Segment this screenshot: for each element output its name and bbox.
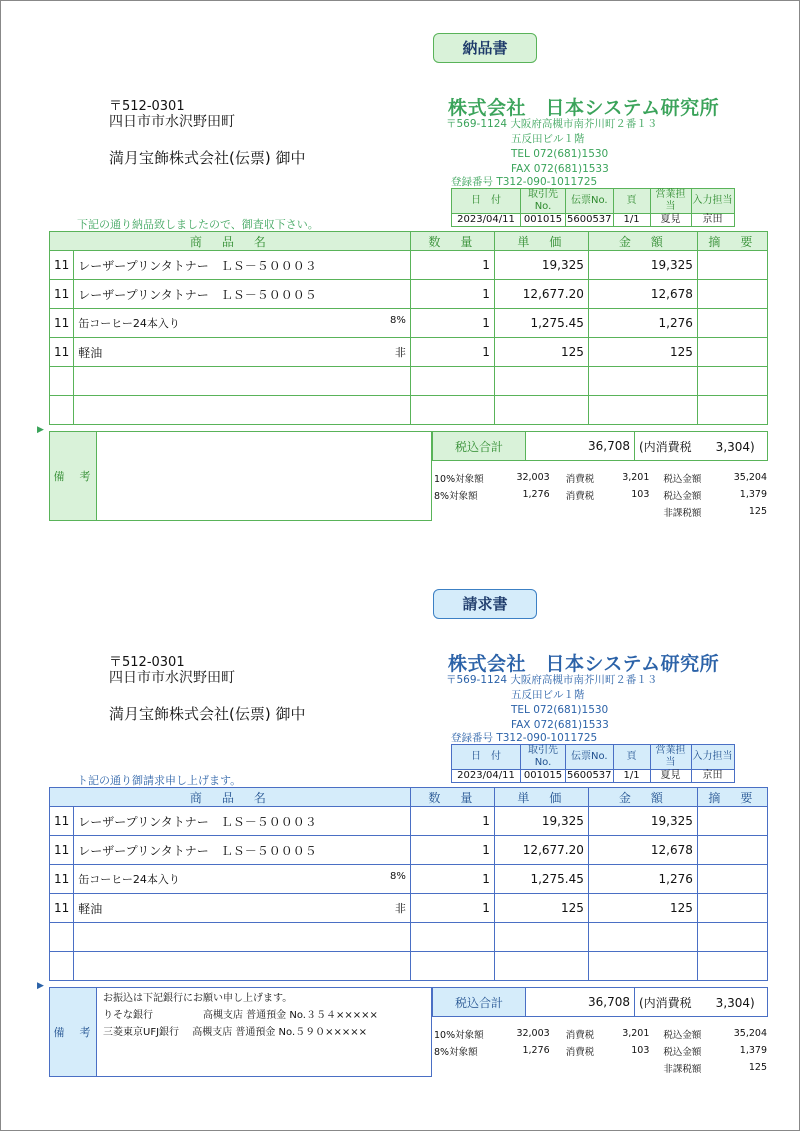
tax-exempt-label: 非課税額 xyxy=(663,1063,702,1075)
item-code: 11 xyxy=(50,807,74,836)
tax-amount xyxy=(610,503,651,520)
item-code: 11 xyxy=(50,836,74,865)
item-note xyxy=(697,396,767,425)
header-product: 商 品 名 xyxy=(50,788,411,807)
tax-base: 1,276 xyxy=(522,1045,550,1056)
item-amount: 125 xyxy=(588,338,697,367)
tax-detail-table xyxy=(432,1025,769,1076)
item-code: 11 xyxy=(50,894,74,923)
item-code: 11 xyxy=(50,865,74,894)
tax-base: 32,003 xyxy=(516,472,550,483)
header-amount: 金 額 xyxy=(588,232,697,251)
company-name: 株式会社 日本システム研究所 xyxy=(448,97,720,119)
info-header-date: 日 付 xyxy=(452,189,521,214)
item-note xyxy=(697,309,767,338)
item-price xyxy=(494,396,588,425)
consumption-tax: (内消費税 3,304) xyxy=(635,432,768,461)
info-sales-rep: 夏見 xyxy=(650,214,691,227)
header-price: 単 価 xyxy=(494,788,588,807)
item-amount: 12,678 xyxy=(588,836,697,865)
item-qty: 1 xyxy=(410,338,494,367)
company-address-line2: 五反田ビル１階 xyxy=(511,689,585,701)
item-qty xyxy=(410,367,494,396)
customer-address: 四日市市水沢野田町 xyxy=(109,670,235,686)
item-qty: 1 xyxy=(410,894,494,923)
item-amount xyxy=(588,367,697,396)
company-address-line1: 〒569-1124 大阪府高槻市南芥川町２番１３ xyxy=(446,674,658,686)
item-amount: 19,325 xyxy=(588,251,697,280)
tax-incl-label: 税込金額 xyxy=(663,1046,702,1058)
item-code: 11 xyxy=(50,338,74,367)
items-table xyxy=(49,231,768,425)
invoice-title: 請求書 xyxy=(433,589,537,619)
item-name xyxy=(74,338,411,367)
item-amount: 1,276 xyxy=(588,865,697,894)
item-price: 19,325 xyxy=(494,251,588,280)
info-header-sales: 営業担当 xyxy=(650,745,691,770)
customer-address: 四日市市水沢野田町 xyxy=(109,114,235,130)
items-table xyxy=(49,787,768,981)
item-name xyxy=(74,836,411,865)
table-row xyxy=(50,367,768,396)
item-qty: 1 xyxy=(410,251,494,280)
tax-incl-label: 税込金額 xyxy=(663,1029,702,1041)
tax-label: 10%対象額 xyxy=(434,473,484,485)
item-amount xyxy=(588,396,697,425)
total-label: 税込合計 xyxy=(433,432,526,461)
tax-type: 消費税 xyxy=(565,473,595,485)
item-price: 12,677.20 xyxy=(494,836,588,865)
tax-base xyxy=(503,503,552,520)
tax-incl-label: 税込金額 xyxy=(663,490,702,502)
item-code xyxy=(50,396,74,425)
company-fax: FAX 072(681)1533 xyxy=(511,719,609,731)
header-amount: 金 額 xyxy=(588,788,697,807)
tax-exempt-amount: 125 xyxy=(748,1062,767,1073)
table-row xyxy=(50,865,768,894)
item-amount: 125 xyxy=(588,894,697,923)
tax-mark: 非 xyxy=(394,901,406,915)
customer-zip: 〒512-0301 xyxy=(109,99,185,114)
item-name xyxy=(74,894,411,923)
tax-type: 消費税 xyxy=(565,490,595,502)
table-row xyxy=(50,309,768,338)
table-row xyxy=(50,836,768,865)
table-row xyxy=(50,952,768,981)
header-qty: 数 量 xyxy=(410,788,494,807)
info-page: 1/1 xyxy=(613,770,650,783)
item-code: 11 xyxy=(50,280,74,309)
tax-amount: 3,201 xyxy=(622,472,650,483)
tax-type: 消費税 xyxy=(565,1029,595,1041)
delivery-slip xyxy=(1,33,799,563)
info-input-rep: 京田 xyxy=(691,770,734,783)
tax-amount: 103 xyxy=(631,1045,650,1056)
info-page: 1/1 xyxy=(613,214,650,227)
table-row xyxy=(50,923,768,952)
tax-exempt-amount: 125 xyxy=(748,506,767,517)
notes-label: 備 考 xyxy=(50,988,97,1077)
tax-incl-amount: 1,379 xyxy=(739,489,767,500)
item-note xyxy=(697,338,767,367)
company-address-line1: 〒569-1124 大阪府高槻市南芥川町２番１３ xyxy=(446,118,658,130)
item-price: 19,325 xyxy=(494,807,588,836)
total-table xyxy=(432,987,768,1017)
item-amount xyxy=(588,923,697,952)
item-name-text: 缶コーヒー24本入り xyxy=(78,873,180,886)
item-name xyxy=(74,952,411,981)
info-header-client: 取引先No. xyxy=(521,189,566,214)
info-sales-rep: 夏見 xyxy=(650,770,691,783)
tax-amount xyxy=(610,1059,651,1076)
tax-incl-label: 税込金額 xyxy=(663,473,702,485)
notes-label: 備 考 xyxy=(50,432,97,521)
tax-mark: 非 xyxy=(394,345,406,359)
header-note: 摘 要 xyxy=(697,232,767,251)
tax-label: 8%対象額 xyxy=(434,490,478,502)
header-note: 摘 要 xyxy=(697,788,767,807)
slip-info-table xyxy=(451,188,735,227)
invoice-slip xyxy=(1,589,799,1129)
info-date: 2023/04/11 xyxy=(452,770,521,783)
item-note xyxy=(697,894,767,923)
item-price xyxy=(494,952,588,981)
item-qty: 1 xyxy=(410,865,494,894)
item-note xyxy=(697,251,767,280)
item-qty xyxy=(410,923,494,952)
company-tel: TEL 072(681)1530 xyxy=(511,704,609,716)
slip-info-table xyxy=(451,744,735,783)
item-name xyxy=(74,865,411,894)
item-name-text: レーザープリンタトナー ＬＳ－５０００５ xyxy=(78,843,317,858)
item-amount: 19,325 xyxy=(588,807,697,836)
item-note xyxy=(697,280,767,309)
tax-mark: 8% xyxy=(390,315,406,326)
header-qty: 数 量 xyxy=(410,232,494,251)
total-value: 36,708 xyxy=(526,988,635,1017)
bank-account-2: 三菱東京UFJ銀行 高槻支店 普通預金 No.５９０××××× xyxy=(103,1027,368,1038)
item-name xyxy=(74,923,411,952)
tax-mark: 8% xyxy=(390,871,406,882)
item-price: 125 xyxy=(494,894,588,923)
tax-incl-amount: 35,204 xyxy=(733,1028,767,1039)
invoice-notice: ト記の通り御請求申し上げます。 xyxy=(77,774,242,787)
tax-base: 1,276 xyxy=(522,489,550,500)
info-client-no: 001015 xyxy=(521,214,566,227)
item-code xyxy=(50,952,74,981)
tax-incl-amount: 1,379 xyxy=(739,1045,767,1056)
info-input-rep: 京田 xyxy=(691,214,734,227)
item-name-text: 軽油 xyxy=(78,345,103,360)
delivery-title: 納品書 xyxy=(433,33,537,63)
item-qty: 1 xyxy=(410,836,494,865)
item-name-text: レーザープリンタトナー ＬＳ－５０００３ xyxy=(78,814,317,829)
item-amount: 12,678 xyxy=(588,280,697,309)
row-marker-icon: ▶ xyxy=(37,425,44,435)
item-qty xyxy=(410,396,494,425)
total-table xyxy=(432,431,768,461)
tax-type xyxy=(552,1059,611,1076)
header-price: 単 価 xyxy=(494,232,588,251)
item-name xyxy=(74,251,411,280)
item-qty: 1 xyxy=(410,309,494,338)
company-name: 株式会社 日本システム研究所 xyxy=(448,653,720,675)
row-marker-icon: ▶ xyxy=(37,981,44,991)
tax-label xyxy=(432,503,503,520)
info-header-sales: 営業担当 xyxy=(650,189,691,214)
info-date: 2023/04/11 xyxy=(452,214,521,227)
registration-number: 登録番号 T312-090-1011725 xyxy=(451,176,598,188)
table-row xyxy=(50,396,768,425)
notes-content xyxy=(97,432,432,521)
item-name-text: レーザープリンタトナー ＬＳ－５０００３ xyxy=(78,258,317,273)
company-address-block xyxy=(446,117,657,177)
tax-amount: 3,201 xyxy=(622,1028,650,1039)
item-name-text: 缶コーヒー24本入り xyxy=(78,317,180,330)
item-note xyxy=(697,836,767,865)
item-name xyxy=(74,396,411,425)
info-header-slip: 伝票No. xyxy=(566,745,614,770)
tax-label: 10%対象額 xyxy=(434,1029,484,1041)
header-product: 商 品 名 xyxy=(50,232,411,251)
item-name-text: レーザープリンタトナー ＬＳ－５０００５ xyxy=(78,287,317,302)
tax-base: 32,003 xyxy=(516,1028,550,1039)
notes-box xyxy=(49,987,432,1077)
item-qty: 1 xyxy=(410,807,494,836)
tax-amount: 103 xyxy=(631,489,650,500)
item-note xyxy=(697,807,767,836)
bank-intro: お振込は下記銀行にお願い申し上げます。 xyxy=(103,993,293,1004)
item-name xyxy=(74,807,411,836)
customer-name: 満月宝飾株式会社(伝票) 御中 xyxy=(109,149,306,167)
item-code xyxy=(50,367,74,396)
info-slip-no: 5600537 xyxy=(567,770,612,781)
notes-box xyxy=(49,431,432,521)
info-header-client: 取引先No. xyxy=(521,745,566,770)
info-slip-no: 5600537 xyxy=(567,214,612,225)
item-price xyxy=(494,923,588,952)
bank-account-1: りそな銀行 高槻支店 普通預金 No.３５４××××× xyxy=(103,1010,378,1021)
item-qty xyxy=(410,952,494,981)
consumption-tax: (内消費税 3,304) xyxy=(635,988,768,1017)
info-header-slip: 伝票No. xyxy=(566,189,614,214)
delivery-notice: 下記の通り納品致しましたので、御査収下さい。 xyxy=(77,218,319,231)
item-price: 12,677.20 xyxy=(494,280,588,309)
tax-exempt-label: 非課税額 xyxy=(663,507,702,519)
item-amount xyxy=(588,952,697,981)
info-header-date: 日 付 xyxy=(452,745,521,770)
item-note xyxy=(697,952,767,981)
bank-info xyxy=(97,988,432,1077)
info-header-input: 入力担当 xyxy=(691,745,734,770)
item-note xyxy=(697,367,767,396)
item-name-text: 軽油 xyxy=(78,901,103,916)
total-label: 税込合計 xyxy=(433,988,526,1017)
info-header-page: 頁 xyxy=(613,189,650,214)
table-row xyxy=(50,807,768,836)
item-price: 1,275.45 xyxy=(494,865,588,894)
total-value: 36,708 xyxy=(526,432,635,461)
item-note xyxy=(697,923,767,952)
table-row xyxy=(50,280,768,309)
table-row xyxy=(50,338,768,367)
tax-incl-amount: 35,204 xyxy=(733,472,767,483)
company-tel: TEL 072(681)1530 xyxy=(511,148,609,160)
tax-label xyxy=(432,1059,503,1076)
table-row xyxy=(50,251,768,280)
tax-base xyxy=(503,1059,552,1076)
tax-label: 8%対象額 xyxy=(434,1046,478,1058)
item-code xyxy=(50,923,74,952)
item-qty: 1 xyxy=(410,280,494,309)
item-name xyxy=(74,367,411,396)
company-address-block xyxy=(446,673,657,733)
item-code: 11 xyxy=(50,251,74,280)
info-header-input: 入力担当 xyxy=(691,189,734,214)
item-code: 11 xyxy=(50,309,74,338)
info-client-no: 001015 xyxy=(521,770,566,783)
tax-detail-table xyxy=(432,469,769,520)
item-name xyxy=(74,280,411,309)
company-address-line2: 五反田ビル１階 xyxy=(511,133,585,145)
item-price xyxy=(494,367,588,396)
tax-type xyxy=(552,503,611,520)
item-note xyxy=(697,865,767,894)
info-header-page: 頁 xyxy=(613,745,650,770)
company-fax: FAX 072(681)1533 xyxy=(511,163,609,175)
tax-type: 消費税 xyxy=(565,1046,595,1058)
customer-zip: 〒512-0301 xyxy=(109,655,185,670)
item-name xyxy=(74,309,411,338)
item-price: 1,275.45 xyxy=(494,309,588,338)
registration-number: 登録番号 T312-090-1011725 xyxy=(451,732,598,744)
item-price: 125 xyxy=(494,338,588,367)
customer-name: 満月宝飾株式会社(伝票) 御中 xyxy=(109,705,306,723)
item-amount: 1,276 xyxy=(588,309,697,338)
table-row xyxy=(50,894,768,923)
